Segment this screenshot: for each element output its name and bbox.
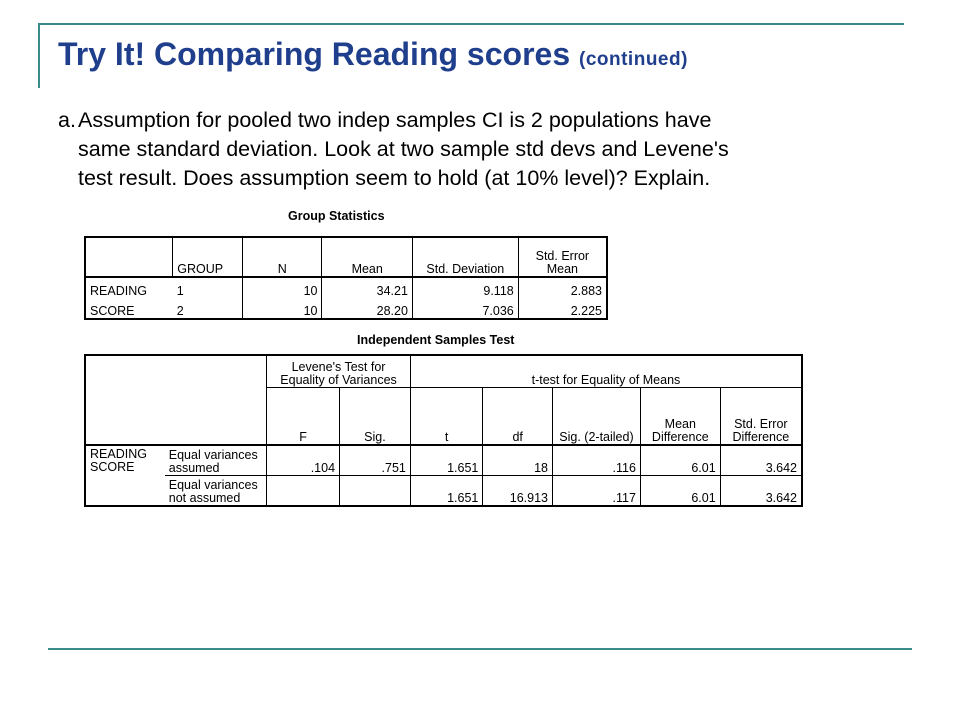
header-levene-line1: Levene's Test for <box>291 360 386 374</box>
title-continued: (continued) <box>579 49 688 70</box>
row-label-line1: READING <box>90 447 147 461</box>
cell-f <box>267 476 340 507</box>
header-sed-line1: Std. Error <box>734 417 788 431</box>
header-sig-2-tailed: Sig. (2-tailed) <box>553 388 641 446</box>
group-statistics-table <box>84 236 608 320</box>
cell-group: 2 <box>173 298 243 319</box>
top-accent-rule <box>38 23 904 25</box>
cell-n: 10 <box>243 298 322 319</box>
cell-t: 1.651 <box>410 476 482 507</box>
cell-df: 16.913 <box>483 476 553 507</box>
cell-n: 10 <box>243 277 322 298</box>
cell-group: 1 <box>173 277 243 298</box>
header-df: df <box>483 388 553 446</box>
cell-df: 18 <box>483 445 553 476</box>
independent-samples-caption: Independent Samples Test <box>357 333 515 347</box>
title-main: Try It! Comparing Reading scores <box>58 36 571 72</box>
header-t: t <box>410 388 482 446</box>
table-row <box>85 277 607 298</box>
table-row <box>85 476 802 507</box>
row-label-equal-assumed <box>165 445 267 476</box>
row-label-reading-score <box>85 445 165 506</box>
cell-std-error-difference: 3.642 <box>720 445 802 476</box>
cell-mean-difference: 6.01 <box>640 445 720 476</box>
header-levene-line2: Equality of Variances <box>280 373 397 387</box>
header-std-error-line2: Mean <box>546 262 578 276</box>
row-label-line2: SCORE <box>90 460 135 474</box>
cell-mean: 34.21 <box>322 277 412 298</box>
cell-f: .104 <box>267 445 340 476</box>
question-line-3: test result. Does assumption seem to hold (at 10% level)? Explain. <box>78 166 711 190</box>
cell-sig-2-tailed: .117 <box>553 476 641 507</box>
header-cell-empty <box>165 355 267 388</box>
header-group: GROUP <box>173 237 243 277</box>
question-line-1: Assumption for pooled two indep samples CI is 2 populations have <box>78 108 712 132</box>
table-header-row <box>85 237 607 277</box>
header-cell-empty <box>85 388 165 446</box>
row-label-notassumed-line2: not assumed <box>168 491 241 505</box>
cell-mean-difference: 6.01 <box>640 476 720 507</box>
row-label-equal-line1: Equal variances <box>168 448 258 462</box>
cell-sig <box>340 476 411 507</box>
cell-std-deviation: 9.118 <box>412 277 518 298</box>
cell-std-deviation: 7.036 <box>412 298 518 319</box>
header-levene <box>267 355 411 388</box>
header-n: N <box>243 237 322 277</box>
row-label-equal-line2: assumed <box>168 461 220 475</box>
group-statistics-caption: Group Statistics <box>288 209 385 223</box>
header-sig: Sig. <box>340 388 411 446</box>
header-cell-empty <box>85 237 173 277</box>
question-letter: a. <box>58 108 76 132</box>
header-sed-line2: Difference <box>732 430 790 444</box>
cell-t: 1.651 <box>410 445 482 476</box>
header-cell-empty <box>165 388 267 446</box>
header-f: F <box>267 388 340 446</box>
cell-std-error: 2.225 <box>570 304 602 318</box>
cell-sig: .751 <box>340 445 411 476</box>
row-label-notassumed-line1: Equal variances <box>168 478 258 492</box>
row-label-score: SCORE <box>90 304 135 318</box>
bottom-accent-rule <box>48 648 912 650</box>
table-row <box>85 445 802 476</box>
header-std-error-mean <box>518 237 607 277</box>
header-mean-difference <box>640 388 720 446</box>
header-mean-diff-line2: Difference <box>651 430 709 444</box>
header-mean-diff-line1: Mean <box>664 417 696 431</box>
row-label-reading: READING <box>90 284 147 298</box>
cell-std-error-difference: 3.642 <box>765 491 797 505</box>
title-accent-bar <box>38 24 40 88</box>
header-std-error-line1: Std. Error <box>535 249 590 263</box>
question-line-2: same standard deviation. Look at two sample std devs and Levene's <box>78 137 729 161</box>
header-mean: Mean <box>322 237 412 277</box>
cell-sig-2-tailed: .116 <box>553 445 641 476</box>
header-ttest: t-test for Equality of Means <box>410 355 802 388</box>
header-cell-empty <box>85 355 165 388</box>
header-std-error-difference <box>720 388 802 446</box>
slide-title <box>58 34 688 80</box>
table-header-row <box>85 355 802 388</box>
cell-std-error: 2.883 <box>570 284 602 298</box>
table-row <box>85 298 607 319</box>
question-a <box>58 106 898 193</box>
independent-samples-table <box>84 354 803 507</box>
row-label-equal-not-assumed <box>165 476 267 507</box>
table-header-row <box>85 388 802 446</box>
header-std-deviation: Std. Deviation <box>412 237 518 277</box>
cell-mean: 28.20 <box>322 298 412 319</box>
